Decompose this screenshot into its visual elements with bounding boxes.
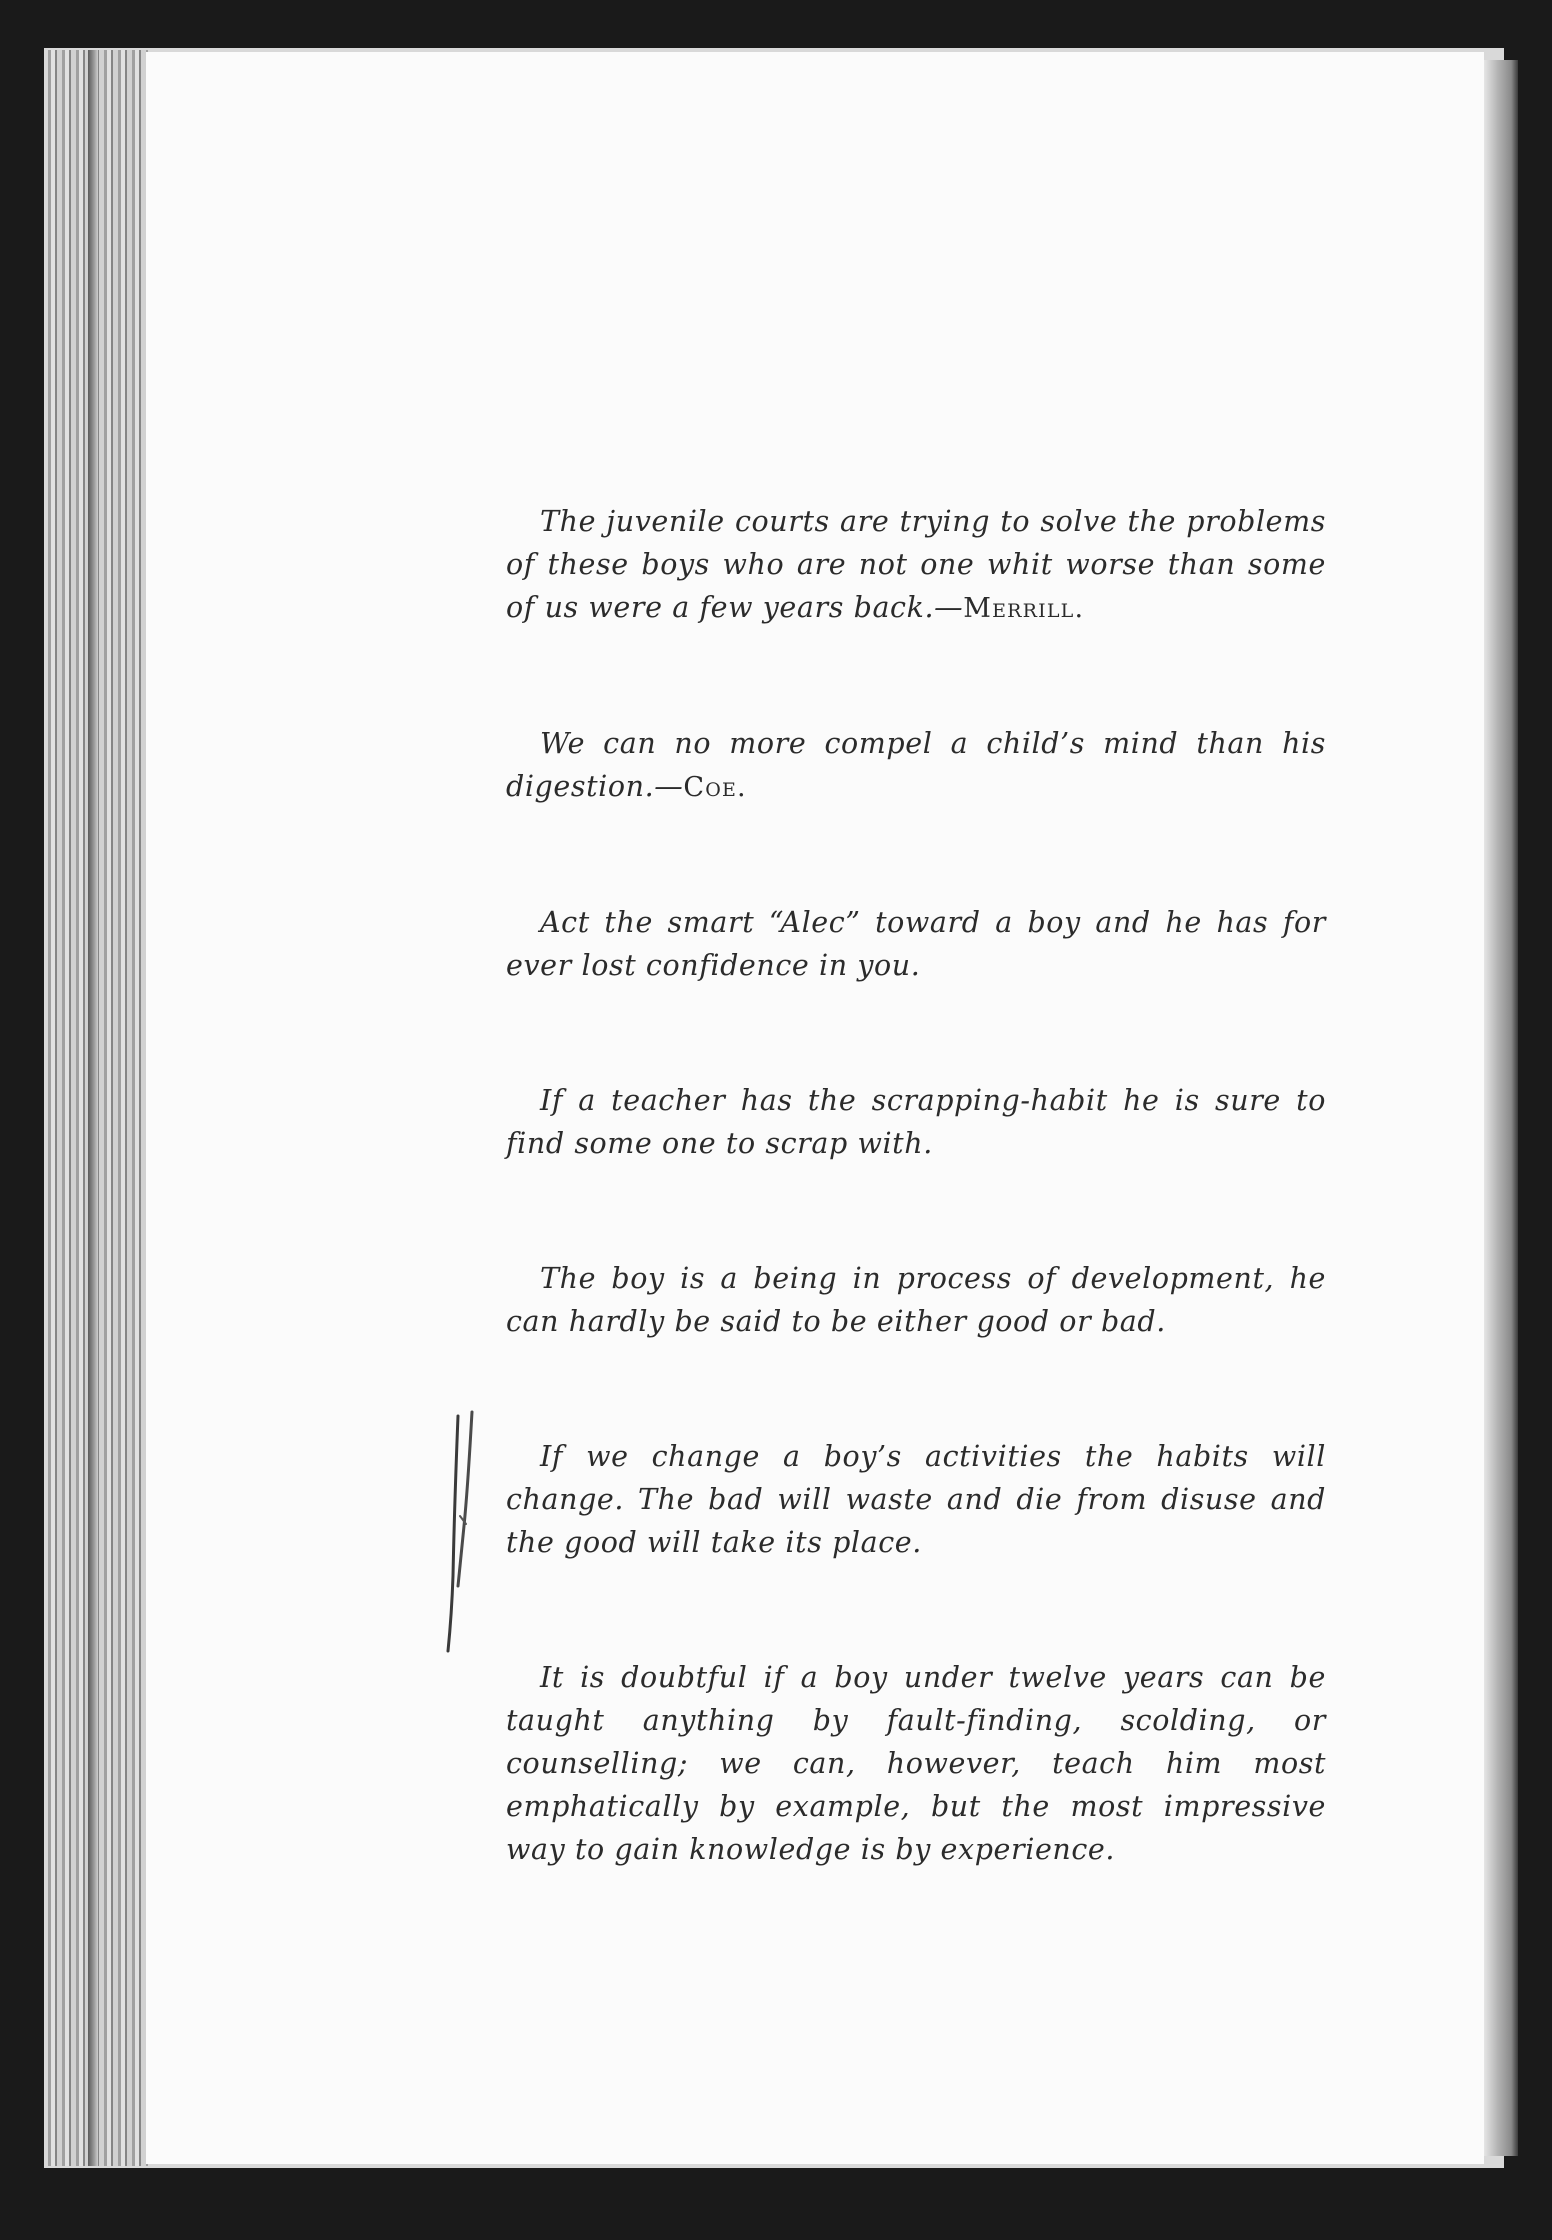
quote-1-text: The juvenile courts are trying to solve the problems of these boys who are not one whit worse than some of us were a few years back.— [506,505,1326,624]
quote-6 [506,1435,1326,1564]
pencil-margin-mark [436,1406,496,1656]
quote-3-text: Act the smart “Alec” toward a boy and he has for ever lost confidence in you. [506,906,1326,982]
quote-7-text: It is doubtful if a boy under twelve years can be taught anything by fault-finding, scolding, or counselling; we can, however, teach him most emphatically by example, but the most impressive way to gain knowledge is by experience. [506,1661,1326,1866]
quote-7 [506,1656,1326,1871]
quote-2-attribution: Coe. [683,772,747,803]
quote-4 [506,1079,1326,1165]
quote-2-text: We can no more compel a child’s mind than his digestion.— [506,727,1326,803]
quote-5-text: The boy is a being in process of development, he can hardly be said to be either good or bad. [506,1262,1326,1338]
quote-4-text: If a teacher has the scrapping-habit he is sure to find some one to scrap with. [506,1084,1326,1160]
quote-6-text: If we change a boy’s activities the habits will change. The bad will waste and die from disuse and the good will take its place. [506,1440,1326,1559]
quote-3 [506,901,1326,987]
quote-1 [506,500,1326,630]
right-page-edge [1484,60,1518,2156]
page-edges [48,50,148,2166]
quote-5 [506,1257,1326,1343]
quote-2 [506,722,1326,809]
quote-1-attribution: Merrill. [963,593,1085,624]
quotes-block [506,500,1326,1871]
binding-shadow [88,50,98,2166]
